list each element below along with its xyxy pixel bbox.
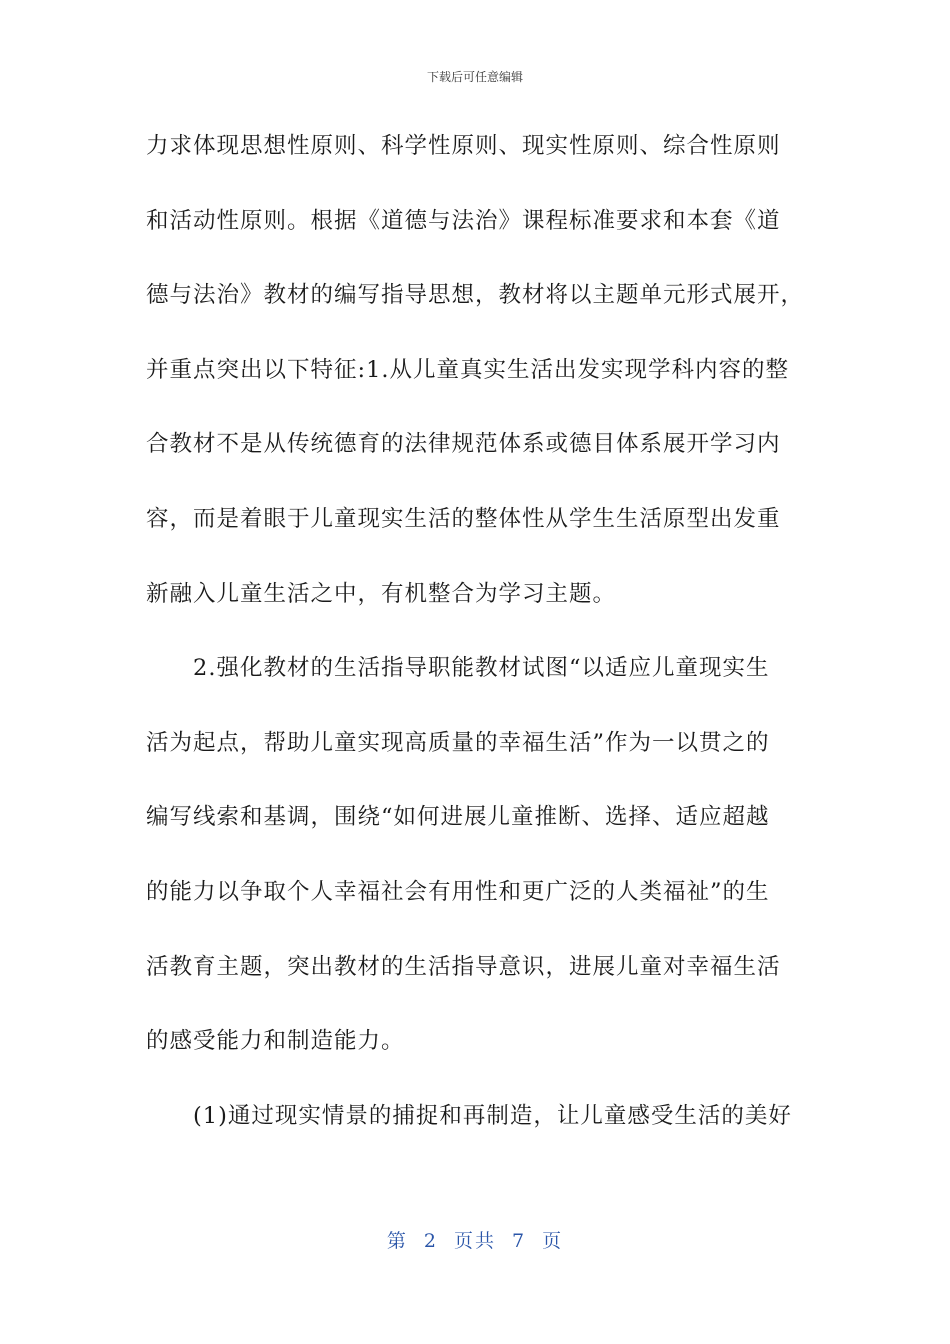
text-line: 的感受能力和制造能力。 [146,1028,405,1055]
document-body [146,118,806,1162]
text-line: 的能力以争取个人幸福社会有用性和更广泛的人类福祉”的生 [146,878,770,905]
text-line: (1)通过现实情景的捕捉和再制造，让儿童感受生活的美好 [146,1102,792,1129]
text-line: 力求体现思想性原则、科学性原则、现实性原则、综合性原则 [146,133,781,159]
header-note: 下载后可任意编辑 [426,70,523,84]
text-line: 容，而是着眼于儿童现实生活的整体性从学生生活原型出发重 [146,505,781,532]
page-number-footer: 第 2 页共 7 页 [386,1230,564,1252]
text-line: 并重点突出以下特征:1.从儿童真实生活出发实现学科内容的整 [146,356,790,383]
text-line: 2.强化教材的生活指导职能教材试图“以适应儿童现实生 [146,655,770,682]
text-line: 和活动性原则。根据《道德与法治》课程标准要求和本套《道 [146,207,781,234]
text-line: 新融入儿童生活之中，有机整合为学习主题。 [146,580,617,607]
text-line: 活教育主题，突出教材的生活指导意识，进展儿童对幸福生活 [146,953,781,980]
text-line: 活为起点，帮助儿童实现高质量的幸福生活”作为一以贯之的 [146,729,770,756]
text-line: 合教材不是从传统德育的法律规范体系或德目体系展开学习内 [146,431,781,458]
text-line: 德与法治》教材的编写指导思想，教材将以主题单元形式展开， [146,282,805,309]
text-line: 编写线索和基调，围绕“如何进展儿童推断、选择、适应超越 [146,804,770,831]
